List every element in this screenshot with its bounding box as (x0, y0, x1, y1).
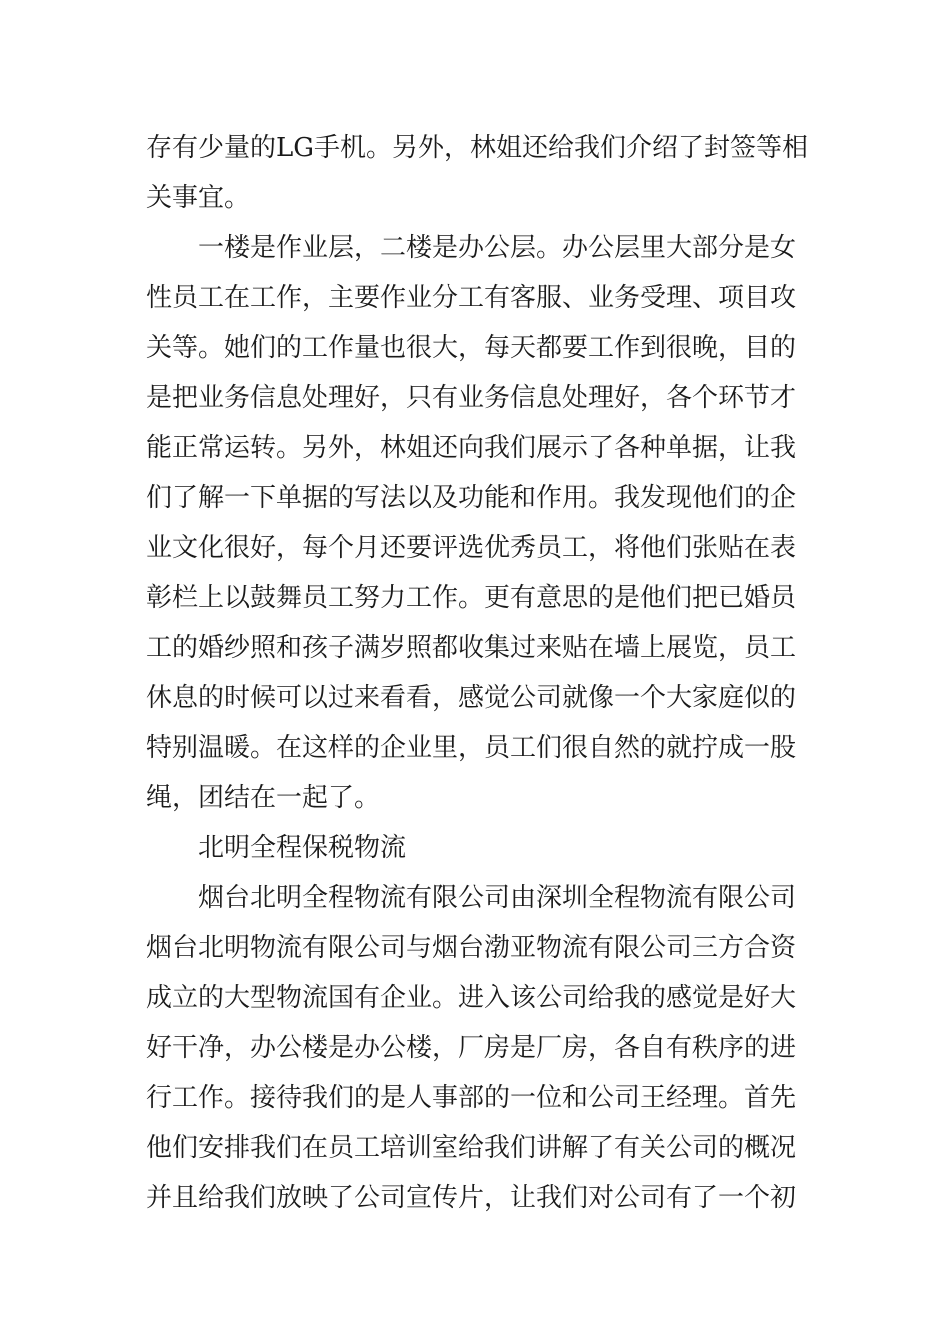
text-line: 们了解一下单据的写法以及功能和作用。我发现他们的企 (146, 483, 797, 513)
text-line: 能正常运转。另外，林姐还向我们展示了各种单据，让我 (146, 433, 797, 463)
text-line: 是把业务信息处理好，只有业务信息处理好，各个环节才 (146, 383, 797, 413)
text-line: 行工作。接待我们的是人事部的一位和公司王经理。首先 (146, 1083, 797, 1113)
paragraph-first-line: 烟台北明全程物流有限公司由深圳全程物流有限公司 (198, 883, 797, 913)
section-heading: 北明全程保税物流 (198, 833, 407, 863)
text-line: 工的婚纱照和孩子满岁照都收集过来贴在墙上展览，员工 (146, 633, 797, 663)
text-line: 好干净，办公楼是办公楼，厂房是厂房，各自有秩序的进 (146, 1033, 797, 1063)
text-line: 业文化很好，每个月还要评选优秀员工，将他们张贴在表 (146, 533, 797, 563)
text-line: 存有少量的LG手机。另外，林姐还给我们介绍了封签等相 (146, 133, 809, 163)
text-line: 关事宜。 (146, 183, 251, 213)
text-line: 彰栏上以鼓舞员工努力工作。更有意思的是他们把已婚员 (146, 583, 797, 613)
text-line: 特别温暖。在这样的企业里，员工们很自然的就拧成一股 (146, 733, 797, 763)
text-line: 绳，团结在一起了。 (146, 783, 381, 813)
text-line: 烟台北明物流有限公司与烟台渤亚物流有限公司三方合资 (146, 933, 797, 963)
paragraph-first-line: 一楼是作业层，二楼是办公层。办公层里大部分是女 (198, 233, 797, 263)
text-line: 他们安排我们在员工培训室给我们讲解了有关公司的概况 (146, 1133, 797, 1163)
text-line: 并且给我们放映了公司宣传片，让我们对公司有了一个初 (146, 1183, 797, 1213)
text-line: 关等。她们的工作量也很大，每天都要工作到很晚，目的 (146, 333, 797, 363)
text-line: 成立的大型物流国有企业。进入该公司给我的感觉是好大 (146, 983, 797, 1013)
text-line: 休息的时候可以过来看看，感觉公司就像一个大家庭似的 (146, 683, 797, 713)
text-line: 性员工在工作，主要作业分工有客服、业务受理、项目攻 (146, 283, 797, 313)
